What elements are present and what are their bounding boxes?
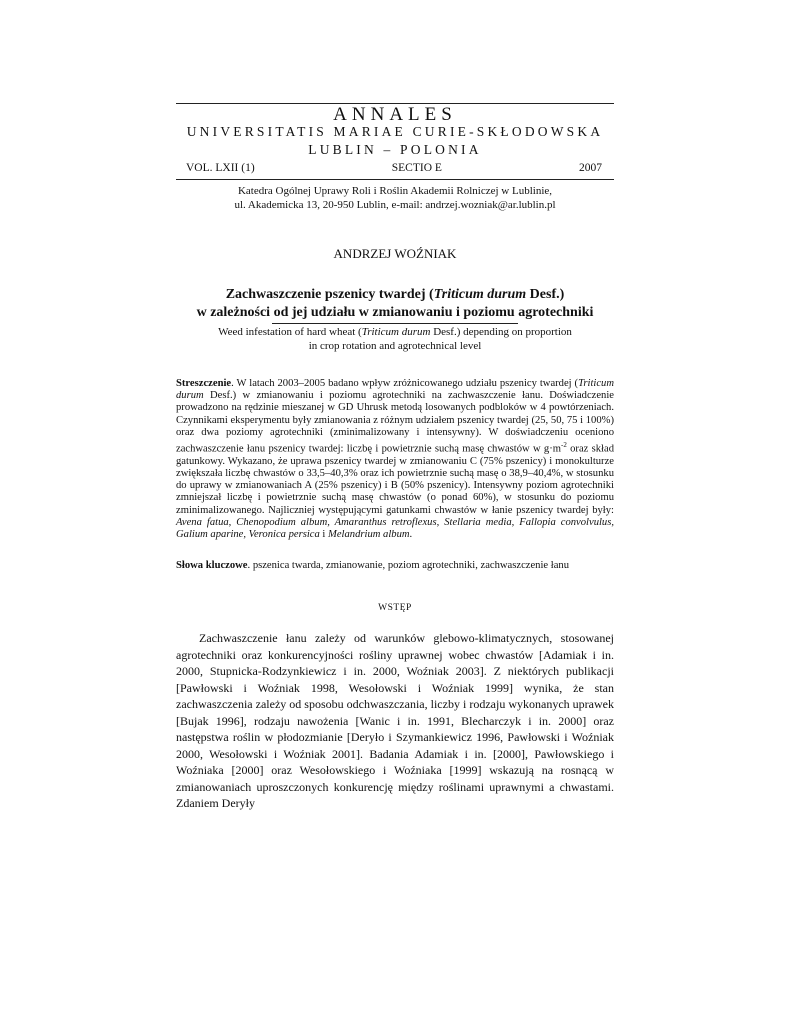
volume: VOL. LXII (1) xyxy=(186,162,255,174)
abstract-label: Streszczenie xyxy=(176,378,232,389)
affiliation-line-2: ul. Akademicka 13, 20-950 Lublin, e-mail: andrzej.wozniak@ar.lublin.pl xyxy=(234,199,556,211)
subtitle-text-a: Weed infestation of hard wheat ( xyxy=(218,326,362,338)
subtitle-text-b: Desf.) depending on proportion xyxy=(430,326,572,338)
abstract-species-last: Melandrium album xyxy=(328,528,410,540)
section: SECTIO E xyxy=(391,162,442,174)
volume-row xyxy=(186,162,602,174)
university-name: UNIVERSITATIS MARIAE CURIE-SKŁODOWSKA xyxy=(186,124,604,139)
title-text-b: Desf.) xyxy=(526,287,565,302)
subtitle-latin-name: Triticum durum xyxy=(361,326,431,338)
abstract-superscript: -2 xyxy=(560,441,567,450)
location: LUBLIN – POLONIA xyxy=(308,142,482,157)
title-line-1 xyxy=(176,287,614,303)
title-underline xyxy=(272,323,518,324)
abstract-text-1: . W latach 2003–2005 badano wpływ zróżnicowanego udziału pszenicy twardej ( xyxy=(231,378,579,389)
title-latin-name: Triticum durum xyxy=(433,287,527,302)
section-heading: WSTĘP xyxy=(378,603,412,613)
abstract-conj: i xyxy=(319,528,329,540)
journal-title: ANNALES xyxy=(333,104,457,125)
abstract-latin-name: Triticum durum xyxy=(176,378,614,402)
keywords-text: . pszenica twarda, zmianowanie, poziom agrotechniki, zachwaszczenie łanu xyxy=(247,560,570,571)
keywords xyxy=(176,560,614,571)
title-text-a: Zachwaszczenie pszenicy twardej ( xyxy=(225,287,434,302)
subtitle-line-2: in crop rotation and agrotechnical level xyxy=(308,340,482,352)
author-name: ANDRZEJ WOŹNIAK xyxy=(333,246,457,261)
abstract xyxy=(176,378,614,541)
intro-paragraph: Zachwaszczenie łanu zależy od warunków glebowo-klimatycznych, stosowanej agrotechniki oraz konkurencyjności rośliny uprawnej wobec chwastów [Adamiak i in. 2000, Stupnicka-Rodzynkiewicz i in. 2000, Woźniak 2003]. Z niektórych publikacji [Pawłowski i Woźniak 1998, Wesołowski i Woźniak 1999] wynika, że stan zachwaszczenia zależy od sposobu odchwaszczania, liczby i rodzaju wykonanych uprawek [Bujak 1996], rodzaju nawożenia [Wanic i in. 1991, Blecharczyk i in. 2000] oraz następstwa roślin w płodozmianie [Deryło i Szymankiewicz 1996, Pawłowski i Woźniak 2000, Wesołowski i Woźniak 2001]. Badania Adamiak i in. [2000], Pawłowskiego i Woźniaka [2000] oraz Wesołowskiego i Woźniaka [1999] wskazują na rosnącą w zmianowaniach uproszczonych konkurencję między roślinami uprawnymi a chwastami. Zdaniem Deryły xyxy=(176,631,614,810)
abstract-end: . xyxy=(409,528,413,540)
subtitle-line-1 xyxy=(176,326,614,338)
abstract-text-3: oraz skład gatunkowy. Wykazano, że uprawa pszenicy twardej w zmianowaniu C (75% pszenicy) i monokulturze zwiększała liczbę chwastów o 33,5–40,3% oraz ich powietrznie suchą masę o 38,9–40,4%, w stosunku do uprawy w zmianowaniach A (25% pszenicy) i B (50% pszenicy). Intensywny poziom agrotechniki zmniejszał liczbę i powietrznie suchą masę chwastów (o ponad 60%), w stosunku do poziomu zminimalizowanego. Najliczniej występującymi gatunkami chwastów w łanie pszenicy twardej były: xyxy=(176,443,614,516)
abstract-text-2: Desf.) w zmianowaniu i poziomu agrotechniki na zachwaszczenie łanu. Doświadczenie prowadzono na rędzinie mieszanej w GD Uhrusk metodą losowanych podbloków w 4 powtórzeniach. Czynnikami eksperymentu były zmianowania z różnym udziałem pszenicy twardej (25, 50, 75 i 100%) oraz dwa poziomy agrotechniki (zminimalizowany i intensywny). W doświadczeniu oceniono zachwaszczenie łanu pszenicy twardej: liczbę i powietrznie suchą masę chwastów w g·m xyxy=(176,390,614,455)
header-bottom-rule xyxy=(176,179,614,180)
keywords-label: Słowa kluczowe xyxy=(176,560,248,571)
affiliation-line-1: Katedra Ogólnej Uprawy Roli i Roślin Akademii Rolniczej w Lublinie, xyxy=(237,185,553,197)
abstract-species: Avena fatua, Chenopodium album, Amaranthus retroflexus, Stellaria media, Fallopia convolvulus, Galium aparine, Veronica persica xyxy=(176,516,614,540)
title-line-2: w zależności od jej udziału w zmianowaniu i poziomu agrotechniki xyxy=(196,305,594,320)
year: 2007 xyxy=(578,162,602,174)
